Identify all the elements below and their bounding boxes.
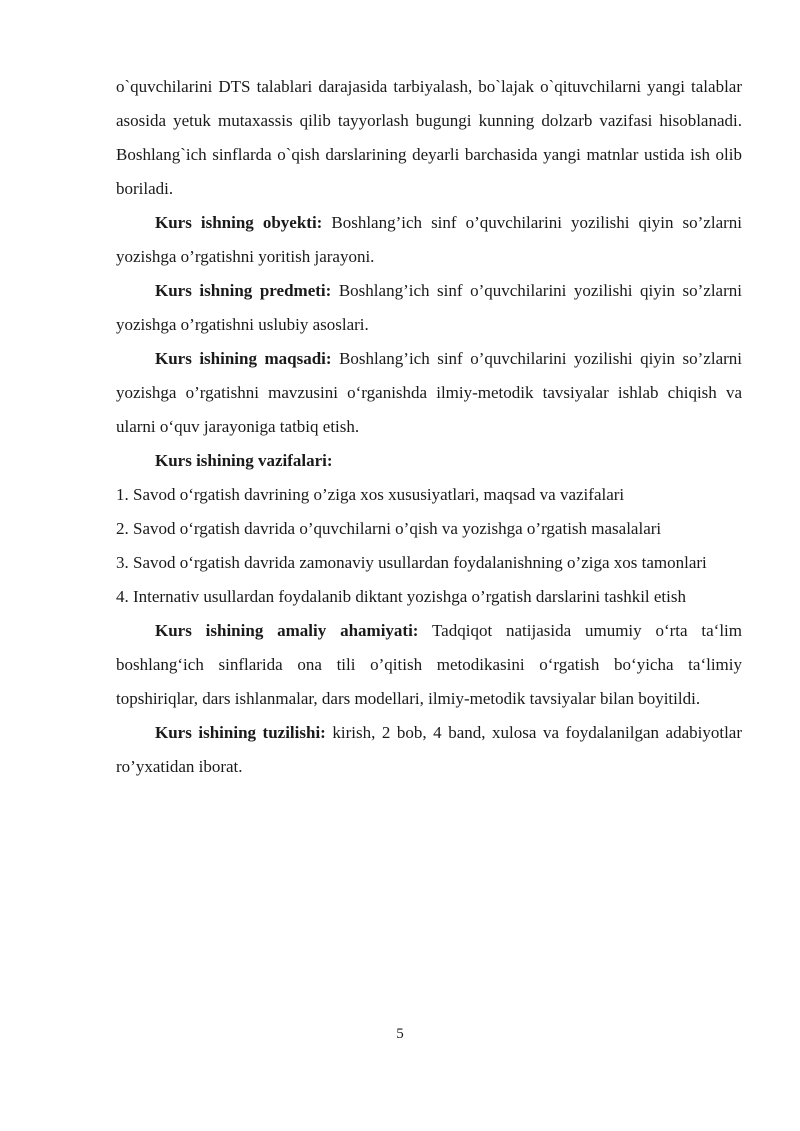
- significance-paragraph: [116, 614, 742, 716]
- task-item-4: 4. Internativ usullardan foydalanib diktant yozishga o’rgatish darslarini tashkil etish: [116, 587, 686, 606]
- subject-paragraph: [116, 274, 742, 342]
- goal-paragraph: [116, 342, 742, 444]
- subject-text: Boshlang’ich sinf o’quvchilarini yozilishi qiyin so’zlarni yozishga o’rgatishni uslubiy asoslari.: [116, 281, 742, 334]
- intro-paragraph: o`quvchilarini DTS talablari darajasida tarbiyalash, bo`lajak o`qituvchilarni yangi talablar asosida yetuk mutaxassis qilib tayyorlash bugungi kunning dolzarb vazifasi hisoblanadi. Boshlang`ich sinflarda o`qish darslarining deyarli barchasida yangi matnlar ustida ish olib boriladi.: [116, 77, 742, 198]
- significance-label: Kurs ishining amaliy ahamiyati:: [155, 621, 419, 640]
- significance-text: Tadqiqot natijasida umumiy o‘rta ta‘lim boshlang‘ich sinflarida ona tili o’qitish metodikasini o‘rgatish bo‘yicha ta‘limiy topshiriqlar, dars ishlanmalar, dars modellari, ilmiy-metodik tavsiyalar bilan boyitildi.: [116, 621, 742, 708]
- structure-paragraph: [116, 716, 742, 784]
- goal-label: Kurs ishining maqsadi:: [155, 349, 332, 368]
- tasks-label: Kurs ishining vazifalari:: [155, 451, 333, 470]
- task-item-2: 2. Savod o‘rgatish davrida o’quvchilarni o’qish va yozishga o’rgatish masalalari: [116, 519, 662, 538]
- subject-label: Kurs ishning predmeti:: [155, 281, 332, 300]
- structure-label: Kurs ishining tuzilishi:: [155, 723, 326, 742]
- tasks-heading: [116, 444, 742, 478]
- object-text: Boshlang’ich sinf o’quvchilarini yozilishi qiyin so’zlarni yozishga o’rgatishni yoritish jarayoni.: [116, 213, 742, 266]
- task-item-3: 3. Savod o‘rgatish davrida zamonaviy usullardan foydalanishning o’ziga xos tamonlari: [116, 553, 707, 572]
- document-page: [116, 70, 742, 784]
- object-label: Kurs ishning obyekti:: [155, 213, 323, 232]
- task-item-1: 1. Savod o‘rgatish davrining o’ziga xos xususiyatlari, maqsad va vazifalari: [116, 485, 625, 504]
- structure-text: kirish, 2 bob, 4 band, xulosa va foydalanilgan adabiyotlar ro’yxatidan iborat.: [116, 723, 742, 776]
- page-number: 5: [396, 1026, 404, 1042]
- object-paragraph: [116, 206, 742, 274]
- goal-text: Boshlang’ich sinf o’quvchilarini yozilishi qiyin so’zlarni yozishga o’rgatishni mavzusini o‘rganishda ilmiy-metodik tavsiyalar ishlab chiqish va ularni o‘quv jarayoniga tatbiq etish.: [116, 349, 742, 436]
